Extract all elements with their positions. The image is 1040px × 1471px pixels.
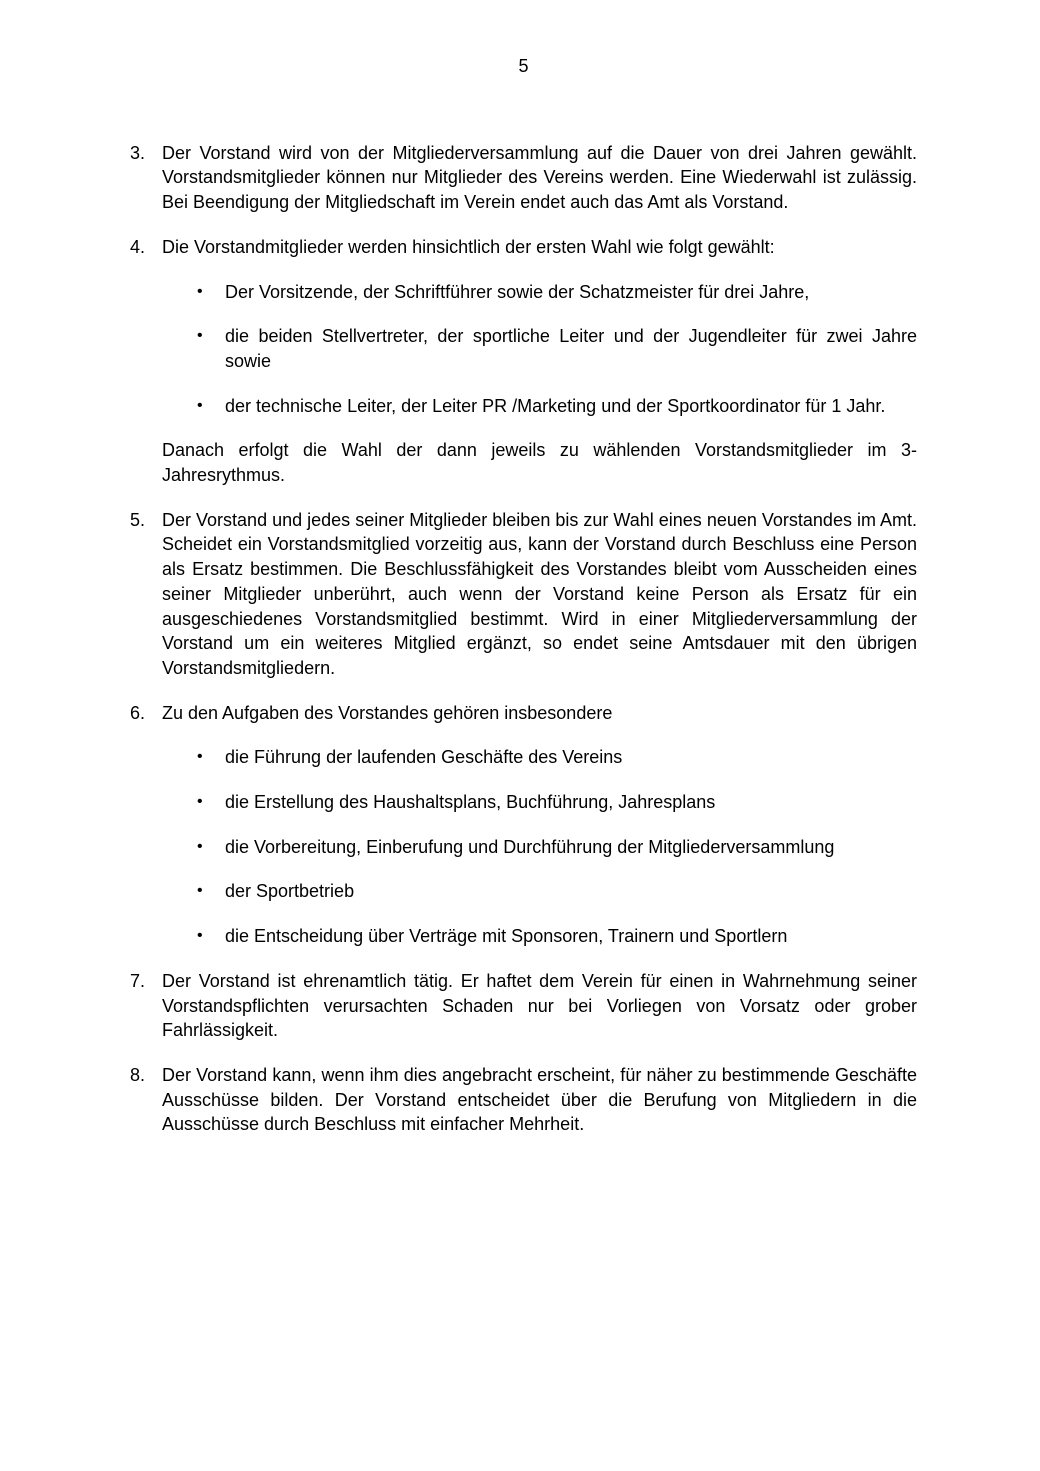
bullet-text: die Entscheidung über Verträge mit Sponsoren, Trainern und Sportlern [225, 926, 788, 947]
item-text: Der Vorstand und jedes seiner Mitglieder bleiben bis zur Wahl eines neuen Vorstandes im Amt. Scheidet ein Vorstandsmitglied vorzeitig aus, kann der Vorstand durch Beschluss eine Person als Ersatz bestimmen. Die Beschlussfähigkeit des Vorstandes bleibt vom Ausscheiden eines seiner Mitglieder unberührt, auch wenn der Vorstand keine Person als Ersatz für ein ausgeschiedenes Vorstandsmitglied bestimmt. Wird in einer Mitgliederversammlung der Vorstand um ein weiteres Mitglied ergänzt, so endet seine Amtsdauer mit den übrigen Vorstandsmitgliedern. [162, 509, 917, 678]
bullet-text: die beiden Stellvertreter, der sportliche Leiter und der Jugendleiter für zwei Jahre sowie [225, 326, 917, 371]
item-body [162, 969, 917, 1043]
continuation-paragraph: Danach erfolgt die Wahl der dann jeweils zu wählenden Vorstandsmitglieder im 3-Jahresrythmus. [162, 440, 917, 486]
list-item-3 [130, 141, 917, 215]
bullet-icon: • [197, 793, 203, 811]
bullet-icon: • [197, 927, 203, 945]
item-body [162, 701, 917, 949]
list-item-7 [130, 969, 917, 1043]
list-item-6 [130, 701, 917, 949]
bullet-item [197, 835, 917, 860]
bullet-icon: • [197, 396, 203, 414]
item-body [162, 235, 917, 488]
bullet-text: der Sportbetrieb [225, 881, 355, 902]
bullet-text: die Erstellung des Haushaltsplans, Buchführung, Jahresplans [225, 792, 716, 813]
bullet-icon: • [197, 748, 203, 766]
item-body [162, 1063, 917, 1137]
item-text: Die Vorstandmitglieder werden hinsichtlich der ersten Wahl wie folgt gewählt: [162, 236, 775, 257]
bullet-item [197, 394, 917, 419]
item-number: 6. [130, 702, 146, 723]
bullet-item [197, 280, 917, 305]
list-item-4 [130, 235, 917, 488]
bullet-text: der technische Leiter, der Leiter PR /Marketing und der Sportkoordinator für 1 Jahr. [225, 395, 886, 416]
page-number: 5 [518, 56, 529, 76]
item-number: 8. [130, 1064, 146, 1085]
item-text: Zu den Aufgaben des Vorstandes gehören insbesondere [162, 702, 613, 723]
item-number: 4. [130, 236, 146, 257]
item-body [162, 141, 917, 215]
list-item-8 [130, 1063, 917, 1137]
bullet-text: die Vorbereitung, Einberufung und Durchführung der Mitgliederversammlung [225, 836, 835, 857]
bullet-item [197, 790, 917, 815]
bullet-icon: • [197, 837, 203, 855]
bullet-icon: • [197, 282, 203, 300]
item-text: Der Vorstand kann, wenn ihm dies angebracht erscheint, für näher zu bestimmende Geschäfte Ausschüsse bilden. Der Vorstand entscheidet über die Berufung von Mitgliedern in die Ausschüsse durch Beschluss mit einfacher Mehrheit. [162, 1064, 917, 1135]
bullet-text: die Führung der laufenden Geschäfte des Vereins [225, 747, 623, 768]
bullet-item [197, 745, 917, 770]
list-item-5 [130, 508, 917, 681]
bullet-item [197, 324, 917, 373]
bullet-text: Der Vorsitzende, der Schriftführer sowie der Schatzmeister für drei Jahre, [225, 281, 810, 302]
bullet-icon: • [197, 882, 203, 900]
item-number: 3. [130, 142, 146, 163]
bullet-item [197, 879, 917, 904]
item-text: Der Vorstand wird von der Mitgliederversammlung auf die Dauer von drei Jahren gewählt. Vorstandsmitglieder können nur Mitglieder des Vereins werden. Eine Wiederwahl ist zulässig. Bei Beendigung der Mitgliedschaft im Verein endet auch das Amt als Vorstand. [162, 142, 917, 213]
bullet-item [197, 924, 917, 949]
item-text: Der Vorstand ist ehrenamtlich tätig. Er haftet dem Verein für einen in Wahrnehmung seiner Vorstandspflichten verursachten Schaden nur bei Vorliegen von Vorsatz oder grober Fahrlässigkeit. [162, 970, 917, 1041]
item-body [162, 508, 917, 681]
item-number: 7. [130, 970, 146, 991]
item-number: 5. [130, 509, 146, 530]
bullet-icon: • [197, 327, 203, 345]
